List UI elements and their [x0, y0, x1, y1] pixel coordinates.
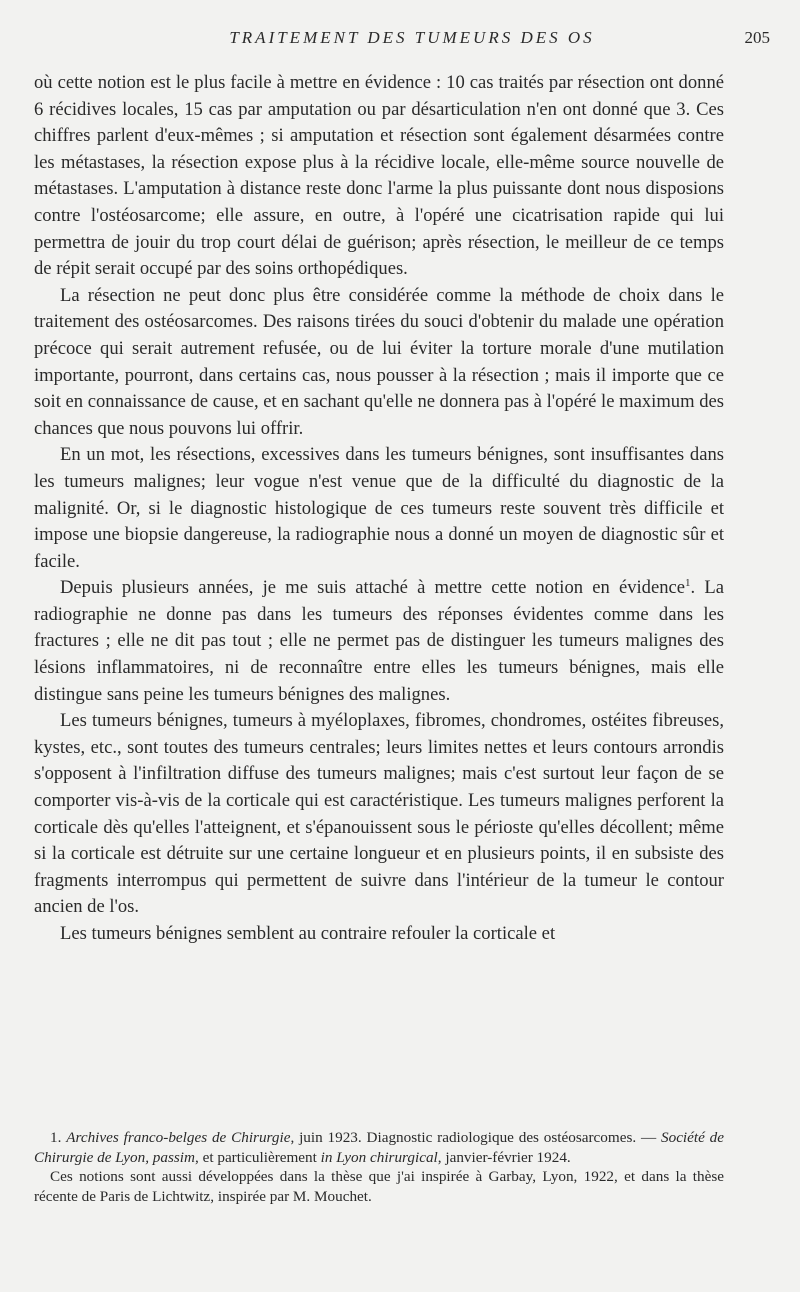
- paragraph-4-text-cont: . La radiographie ne donne pas dans les tumeurs des réponses évidentes comme dans les fractures ; elle ne dit pas tout ; elle ne permet pas de distinguer les tumeurs malignes des lésions inflammatoires, ni de reconnaître entre elles les tumeurs bénignes, mais elle distingue sans peine les tumeurs bénignes des malignes.: [34, 577, 724, 705]
- footnote-1: [34, 1128, 724, 1167]
- paragraph-1: où cette notion est le plus facile à mettre en évidence : 10 cas traités par résection ont donné 6 récidives locales, 15 cas par amputation ou par désarticulation n'en ont donné que 3. Ces chiffres parlent d'eux-mêmes ; si amputation et résection sont également désarmées contre les métastases, la résection expose plus à la récidive locale, elle-même source nouvelle de métastases. L'amputation à distance reste donc l'arme la plus puissante dont nous disposions contre l'ostéosarcome; elle assure, en outre, à l'opéré une cicatrisation rapide qui lui permettra de jouir du trop court délai de guérison; après résection, le meilleur de ce temps de répit serait occupé par des soins orthopédiques.: [34, 72, 724, 280]
- paragraph-3: En un mot, les résections, excessives dans les tumeurs bénignes, sont insuffisantes dans les tumeurs malignes; leur vogue n'est venue que de la difficulté du diagnostic de la malignité. Or, si le diagnostic histologique de ces tumeurs reste souvent très difficile et impose une biopsie dangereuse, la radiographie nous a donné un moyen de diagnostic sûr et facile.: [34, 444, 724, 572]
- footnote-1-number: 1.: [50, 1129, 67, 1146]
- footnotes: [34, 1128, 724, 1206]
- footnote-2: Ces notions sont aussi développées dans la thèse que j'ai inspirée à Garbay, Lyon, 1922, et dans la thèse récente de Paris de Lichtwitz, inspirée par M. Mouchet.: [34, 1168, 724, 1205]
- footnote-1-text-2: , et particulièrement: [195, 1148, 321, 1166]
- body-text: [34, 70, 724, 948]
- paragraph-4-text: Depuis plusieurs années, je me suis attaché à mettre cette notion en évidence: [60, 577, 686, 599]
- footnote-1-source-2: Société de Chirurgie de Lyon, passim: [34, 1129, 725, 1166]
- running-head: TRAITEMENT DES TUMEURS DES OS: [229, 28, 595, 47]
- footnote-reference[interactable]: 1: [685, 577, 691, 590]
- page-header: [34, 28, 770, 52]
- page-number: 205: [744, 28, 770, 47]
- paragraph-4: [34, 575, 724, 708]
- footnote-1-source-3: in Lyon chirurgical: [320, 1148, 438, 1166]
- footnote-1-text-1: , juin 1923. Diagnostic radiologique des ostéosarcomes. —: [290, 1129, 661, 1146]
- paragraph-2: La résection ne peut donc plus être considérée comme la méthode de choix dans le traitement des ostéosarcomes. Des raisons tirées du souci d'obtenir du malade une opération précoce qui serait autrement refusée, ou de lui éviter la torture morale d'une mutilation importante, pourront, dans certains cas, nous pousser à la résection ; mais il importe que ce soit en connaissance de cause, et en sachant qu'elle ne donnera pas à l'opéré le maximum des chances que nous pouvons lui offrir.: [34, 284, 724, 439]
- footnote-1-text-3: , janvier-février 1924.: [437, 1148, 571, 1166]
- paragraph-5: Les tumeurs bénignes, tumeurs à myéloplaxes, fibromes, chondromes, ostéites fibreuses, kystes, etc., sont toutes des tumeurs centrales; leurs limites nettes et leurs contours arrondis s'opposent à l'infiltration diffuse des tumeurs malignes; mais c'est surtout leur façon de se comporter vis-à-vis de la corticale qui est caractéristique. Les tumeurs malignes perforent la corticale dès qu'elles l'atteignent, et s'épanouissent sous le périoste qu'elles décollent; même si la corticale est détruite sur une certaine longueur et en plusieurs points, il en subsiste des fragments interrompus qui permettent de suivre dans l'intérieur de la tumeur le contour ancien de l'os.: [34, 710, 724, 918]
- paragraph-6: Les tumeurs bénignes semblent au contraire refouler la corticale et: [60, 923, 556, 944]
- footnote-1-source-1: Archives franco-belges de Chirurgie: [66, 1129, 291, 1146]
